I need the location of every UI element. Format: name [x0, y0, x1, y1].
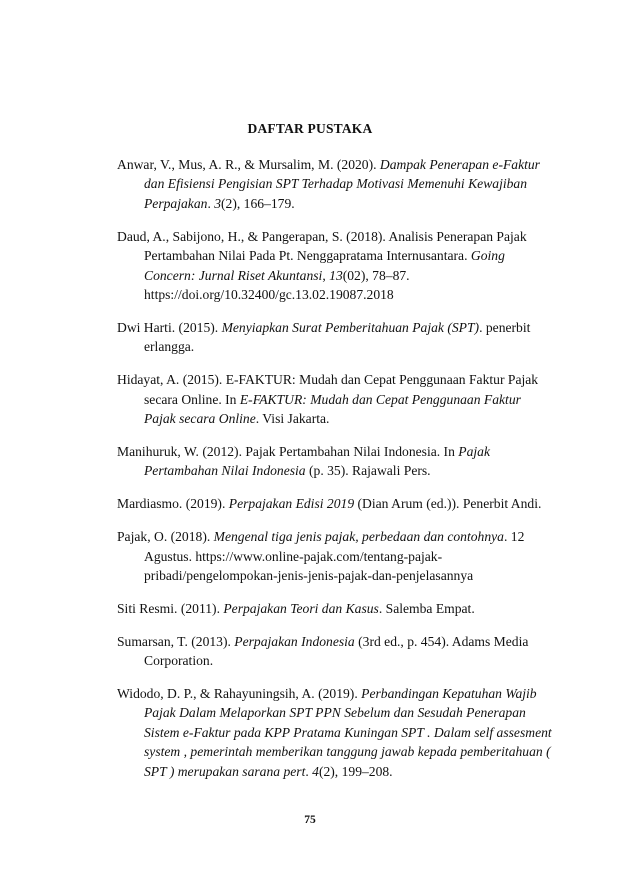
reference-entry: [117, 494, 553, 513]
reference-entry: [117, 318, 553, 357]
reference-text: (02), 78–87. https://doi.org/10.32400/gc.13.02.19087.2018: [144, 267, 410, 302]
reference-text: . 12 Agustus. https://www.online-pajak.com/tentang-pajak-pribadi/pengelompokan-jenis-jenis-pajak-dan-penjelasannya: [144, 529, 525, 583]
reference-text: ,: [322, 267, 330, 283]
reference-text: . Visi Jakarta.: [255, 410, 330, 426]
reference-italic-text: Perpajakan Indonesia: [234, 633, 355, 649]
reference-text: .: [305, 763, 313, 779]
reference-text: . penerbit erlangga.: [144, 319, 531, 355]
reference-italic-text: Perpajakan Edisi 2019: [228, 496, 355, 512]
reference-italic-text: Pajak Pertambahan Nilai Indonesia: [144, 443, 491, 479]
reference-text: (p. 35). Rajawali Pers.: [305, 463, 431, 479]
reference-italic-text: Menyiapkan Surat Pemberitahuan Pajak (SPT): [221, 319, 480, 335]
reference-entry: [117, 599, 553, 618]
reference-list: [117, 155, 553, 795]
reference-text: Siti Resmi. (2011).: [117, 600, 224, 616]
reference-italic-text: 4: [312, 763, 319, 779]
reference-text: (2), 166–179.: [221, 195, 295, 211]
reference-italic-text: E-FAKTUR: Mudah dan Cepat Penggunaan Faktur Pajak secara Online: [144, 391, 521, 426]
reference-entry: [117, 442, 553, 481]
reference-italic-text: Perpajakan Teori dan Kasus: [223, 600, 379, 616]
reference-entry: [117, 632, 553, 671]
reference-italic-text: Perbandingan Kepatuhan Wajib Pajak Dalam Melaporkan SPT PPN Sebelum dan Sesudah Penerapan Sistem e-Faktur pada KPP Pratama Kuningan SPT . Dalam self assesment system , pemerintah memberikan tanggung jawab kepada pemberitahuan ( SPT ) merupakan sarana pert: [144, 686, 552, 779]
reference-text: (Dian Arum (ed.)). Penerbit Andi.: [354, 496, 542, 512]
reference-text: Manihuruk, W. (2012). Pajak Pertambahan Nilai Indonesia. In: [117, 443, 459, 459]
reference-entry: [117, 227, 553, 305]
reference-entry: [117, 684, 553, 781]
reference-text: .: [207, 195, 215, 211]
reference-italic-text: Dampak Penerapan e-Faktur dan Efisiensi Pengisian SPT Terhadap Motivasi Memenuhi Kewajiban Perpajakan: [144, 157, 540, 211]
page-title: DAFTAR PUSTAKA: [247, 121, 373, 136]
reference-italic-text: Mengenal tiga jenis pajak, perbedaan dan contohnya: [213, 529, 504, 545]
page-number: 75: [304, 814, 316, 826]
reference-text: . Salemba Empat.: [378, 600, 475, 616]
reference-italic-text: 3: [214, 195, 222, 211]
reference-text: Hidayat, A. (2015). E-FAKTUR: Mudah dan Cepat Penggunaan Faktur Pajak secara Online. In: [117, 372, 539, 407]
reference-text: Mardiasmo. (2019).: [117, 496, 229, 512]
reference-text: Widodo, D. P., & Rahayuningsih, A. (2019).: [117, 686, 362, 702]
reference-text: Pajak, O. (2018).: [117, 529, 214, 545]
reference-italic-text: Going Concern: Jurnal Riset Akuntansi: [144, 248, 505, 283]
reference-text: Dwi Harti. (2015).: [117, 319, 222, 335]
reference-entry: [117, 527, 553, 585]
reference-italic-text: 13: [329, 267, 343, 283]
reference-text: (2), 199–208.: [318, 763, 393, 779]
reference-entry: [117, 155, 553, 213]
reference-text: Daud, A., Sabijono, H., & Pangerapan, S. (2018). Analisis Penerapan Pajak Pertambahan Nilai Pada Pt. Nenggapratama Internusantara.: [117, 228, 527, 264]
reference-entry: [117, 370, 553, 428]
reference-text: (3rd ed., p. 454). Adams Media Corporation.: [144, 633, 529, 669]
reference-text: Anwar, V., Mus, A. R., & Mursalim, M. (2020).: [117, 157, 380, 172]
reference-text: Sumarsan, T. (2013).: [117, 633, 235, 649]
